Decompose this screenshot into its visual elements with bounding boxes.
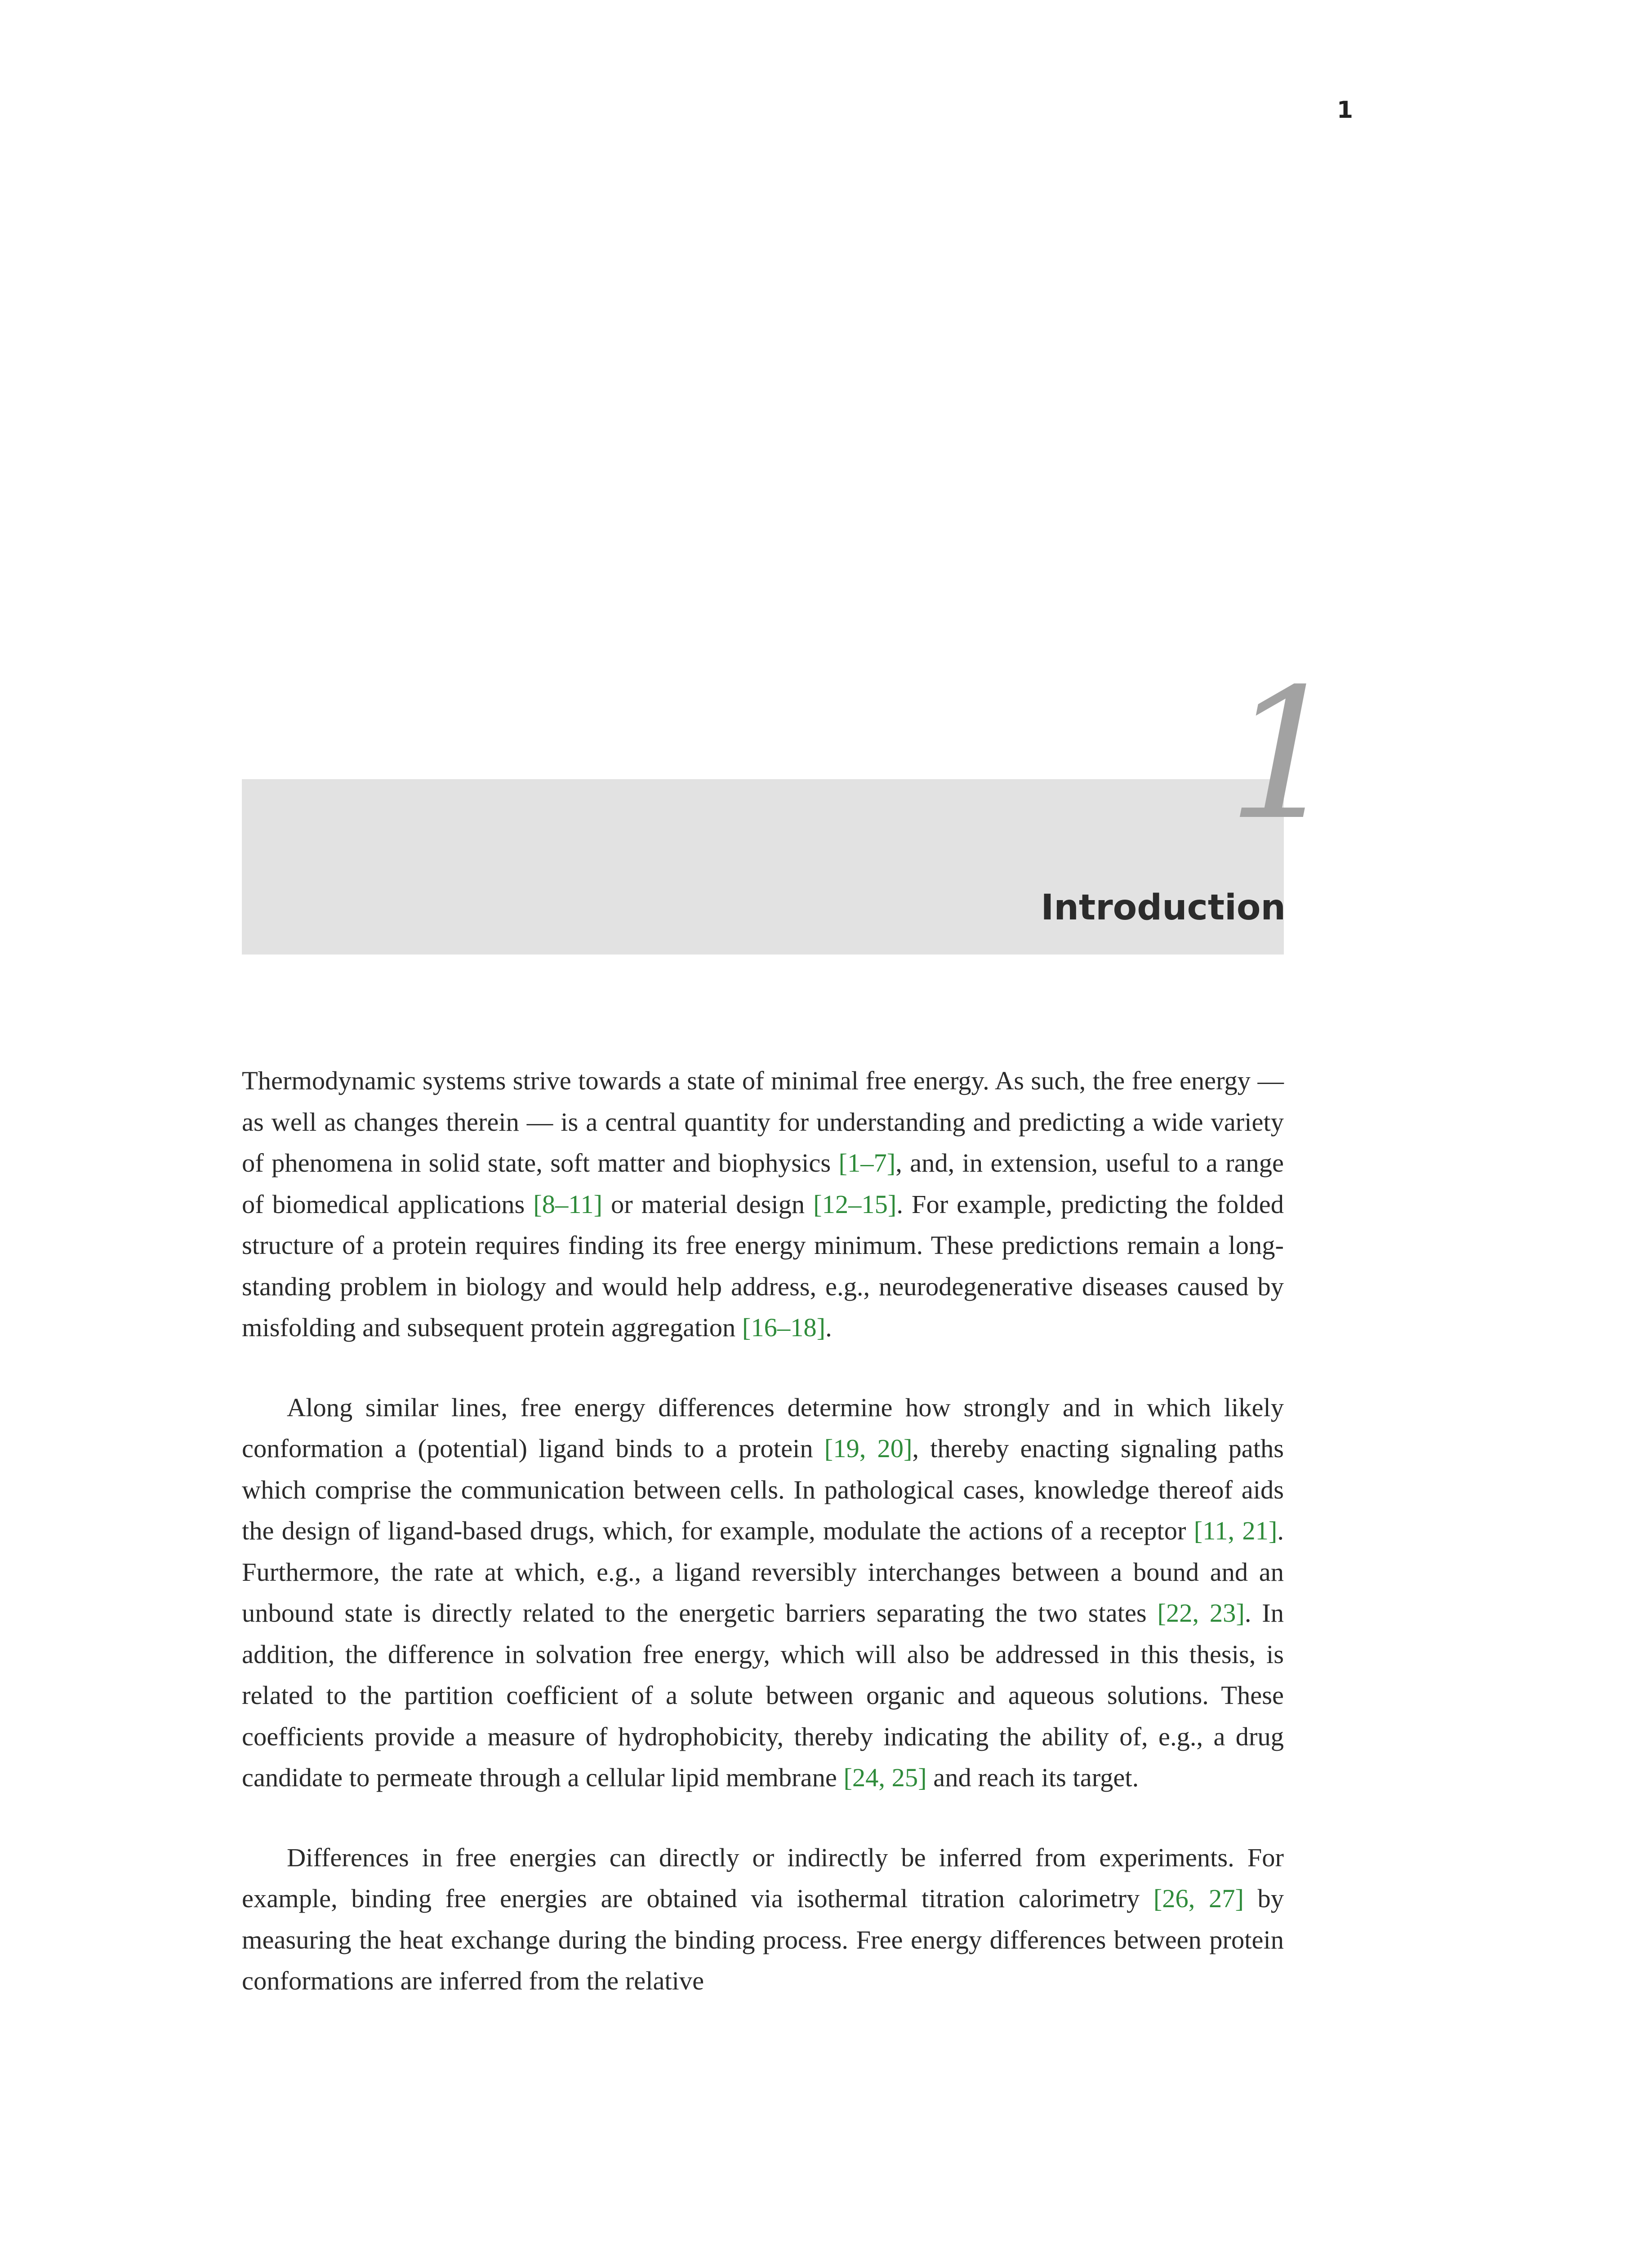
citation-link[interactable]: [19, 20]: [824, 1434, 913, 1463]
text-segment: and reach its target.: [926, 1763, 1139, 1792]
chapter-number: 1: [1227, 651, 1342, 860]
citation-link[interactable]: [22, 23]: [1157, 1598, 1245, 1628]
citation-link[interactable]: [16–18]: [742, 1313, 826, 1342]
text-segment: by measuring the heat exchange during the binding process. Free energy differences between protein conformations are inferred from the relative: [242, 1884, 1284, 1995]
text-segment: Differences in free energies can directly or indirectly be inferred from experiments. For example, binding free energies are obtained via isothermal titration calorimetry: [242, 1842, 1284, 1913]
text-segment: or material design: [602, 1189, 814, 1219]
chapter-title: Introduction: [1041, 888, 1286, 928]
paragraph-1: [242, 1060, 1284, 1348]
citation-link[interactable]: [26, 27]: [1153, 1884, 1244, 1913]
chapter-heading-box: [242, 779, 1284, 955]
citation-link[interactable]: [8–11]: [533, 1189, 603, 1219]
citation-link[interactable]: [11, 21]: [1193, 1516, 1278, 1545]
text-segment: . In addition, the difference in solvation free energy, which will also be addressed in this thesis, is related to the partition coefficient of a solute between organic and aqueous solutions. These coefficients provide a measure of hydrophobicity, thereby indicating the ability of, e.g., a drug candidate to permeate through a cellular lipid membrane: [242, 1598, 1284, 1792]
page-number: 1: [1336, 97, 1353, 124]
text-segment: , and, in extension, useful to a range of biomedical applications: [242, 1148, 1284, 1219]
body-text: [242, 1060, 1284, 2040]
paragraph-2: [242, 1387, 1284, 1798]
paragraph-3: [242, 1837, 1284, 2002]
citation-link[interactable]: [1–7]: [838, 1148, 896, 1178]
text-segment: .: [825, 1313, 832, 1342]
text-segment: . For example, predicting the folded structure of a protein requires finding its free energy minimum. These predictions remain a long-standing problem in biology and would help address, e.g., neurodegenerative diseases caused by misfolding and subsequent protein aggregation: [242, 1189, 1284, 1342]
text-segment: , thereby enacting signaling paths which comprise the communication between cells. In pathological cases, knowledge thereof aids the design of ligand-based drugs, which, for example, modulate the actions of a receptor: [242, 1434, 1284, 1545]
text-segment: Thermodynamic systems strive towards a state of minimal free energy. As such, the free energy — as well as changes therein — is a central quantity for understanding and predicting a wide variety of phenomena in solid state, soft matter and biophysics: [242, 1066, 1284, 1178]
citation-link[interactable]: [12–15]: [813, 1189, 897, 1219]
text-segment: . Furthermore, the rate at which, e.g., a ligand reversibly interchanges between a bound and an unbound state is directly related to the energetic barriers separating the two states: [242, 1516, 1284, 1628]
citation-link[interactable]: [24, 25]: [843, 1763, 927, 1792]
text-segment: Along similar lines, free energy differences determine how strongly and in which likely conformation a (potential) ligand binds to a protein: [242, 1392, 1284, 1463]
